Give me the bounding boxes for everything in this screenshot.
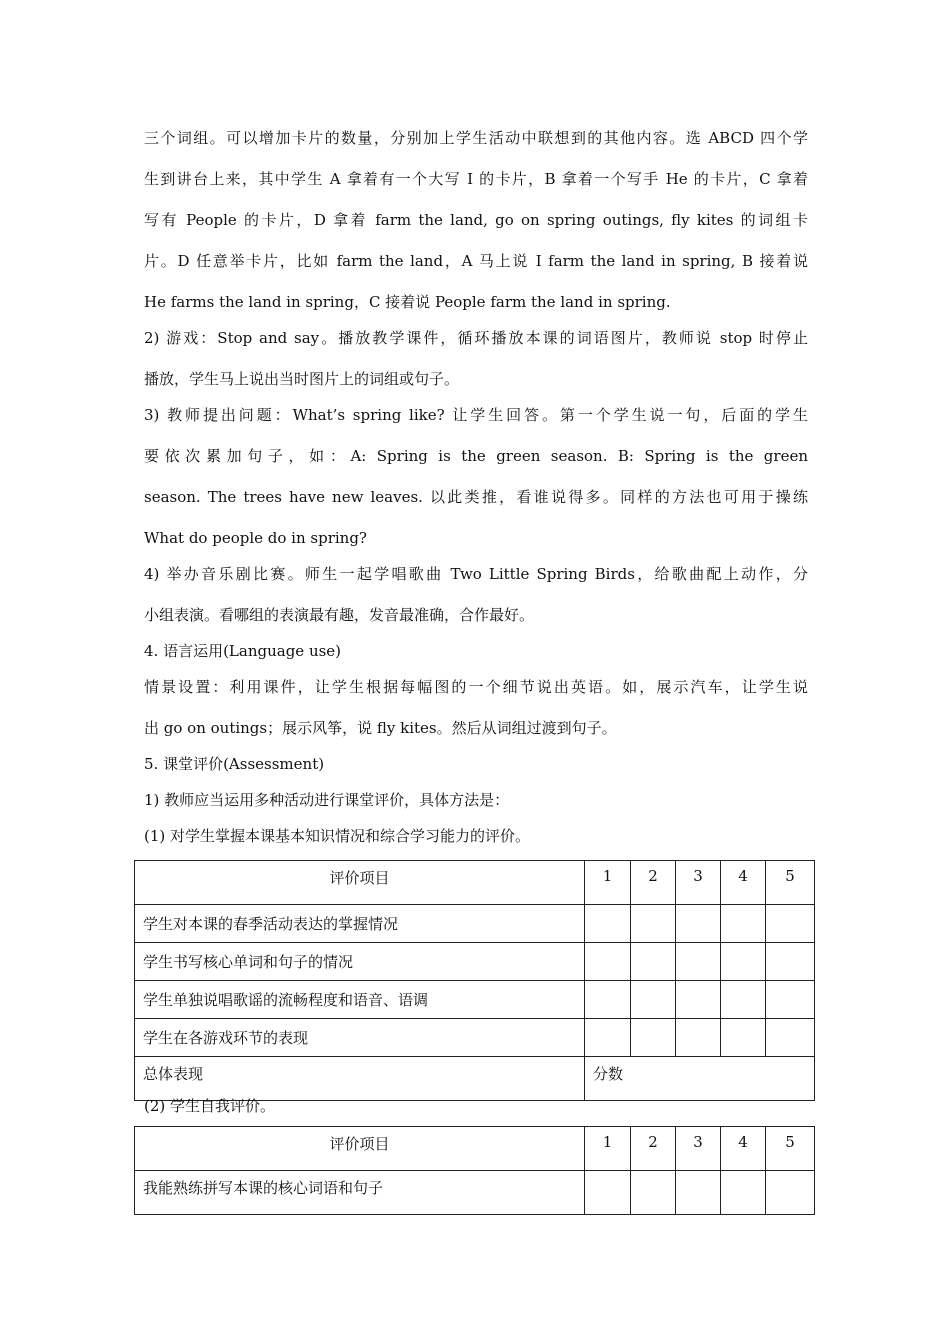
paragraph-line: What do people do in spring? [144, 529, 367, 547]
paragraph-line: 1) 教师应当运用多种活动进行课堂评价，具体方法是： [144, 791, 510, 809]
paragraph-line: (1) 对学生掌握本课基本知识情况和综合学习能力的评价。 [144, 827, 531, 845]
score-cell[interactable] [721, 1019, 766, 1057]
score-cell[interactable] [721, 981, 766, 1019]
header-cell: 评价项目 [135, 861, 585, 905]
score-cell[interactable] [766, 905, 815, 943]
paragraph-line: 片。D 任意举卡片，比如 farm the land，A 马上说 I farm the land in spring, B 接着说 [144, 252, 808, 270]
table-row [135, 1171, 815, 1215]
paragraph-line: 4) 举办音乐剧比赛。师生一起学唱歌曲 Two Little Spring Birds，给歌曲配上动作，分 [144, 565, 808, 583]
table-header-row [135, 1127, 815, 1171]
score-cell[interactable] [676, 981, 721, 1019]
header-cell: 评价项目 [135, 1127, 585, 1171]
score-cell[interactable] [585, 1019, 631, 1057]
score-cell[interactable] [721, 1171, 766, 1215]
paragraph-line: 小组表演。看哪组的表演最有趣，发音最准确，合作最好。 [144, 606, 535, 624]
item-cell: 学生在各游戏环节的表现 [135, 1019, 585, 1057]
score-header-cell: 3 [676, 861, 721, 905]
score-cell[interactable] [766, 943, 815, 981]
score-header-cell: 1 [585, 1127, 631, 1171]
paragraph-line: 情景设置：利用课件，让学生根据每幅图的一个细节说出英语。如，展示汽车，让学生说 [144, 678, 808, 696]
self-assessment-table [134, 1126, 815, 1215]
section-heading: 5. 课堂评价(Assessment) [144, 755, 325, 773]
score-cell[interactable] [766, 1171, 815, 1215]
score-cell[interactable] [721, 905, 766, 943]
table-row [135, 1019, 815, 1057]
item-cell: 学生书写核心单词和句子的情况 [135, 943, 585, 981]
score-cell[interactable] [676, 1171, 721, 1215]
score-header-cell: 4 [721, 1127, 766, 1171]
score-header-cell: 1 [585, 861, 631, 905]
score-total-cell[interactable]: 分数 [585, 1057, 815, 1101]
score-cell[interactable] [766, 981, 815, 1019]
paragraph-line: 3) 教师提出问题：What’s spring like? 让学生回答。第一个学生说一句，后面的学生 [144, 406, 808, 424]
score-cell[interactable] [631, 905, 676, 943]
section-heading: (2) 学生自我评价。 [144, 1097, 276, 1115]
score-header-cell: 2 [631, 1127, 676, 1171]
total-row [135, 1057, 815, 1101]
score-header-cell: 4 [721, 861, 766, 905]
score-header-cell: 5 [766, 861, 815, 905]
paragraph-line: 生到讲台上来，其中学生 A 拿着有一个大写 I 的卡片，B 拿着一个写手 He 的卡片，C 拿着 [144, 170, 808, 188]
score-cell[interactable] [631, 1171, 676, 1215]
score-cell[interactable] [631, 981, 676, 1019]
teacher-assessment-table [134, 860, 815, 1101]
paragraph-line: season. The trees have new leaves. 以此类推，看谁说得多。同样的方法也可用于操练 [144, 488, 808, 506]
table-row [135, 905, 815, 943]
score-cell[interactable] [585, 1171, 631, 1215]
score-header-cell: 3 [676, 1127, 721, 1171]
score-cell[interactable] [766, 1019, 815, 1057]
total-label-cell: 总体表现 [135, 1057, 585, 1101]
score-cell[interactable] [631, 943, 676, 981]
score-cell[interactable] [585, 943, 631, 981]
paragraph-line: 要依次累加句子，如：A: Spring is the green season. B: Spring is the green [144, 447, 808, 465]
table-row [135, 943, 815, 981]
paragraph-line: 出 go on outings；展示风筝，说 fly kites。然后从词组过渡到句子。 [144, 719, 617, 737]
score-header-cell: 2 [631, 861, 676, 905]
item-cell: 学生单独说唱歌谣的流畅程度和语音、语调 [135, 981, 585, 1019]
score-cell[interactable] [676, 943, 721, 981]
score-cell[interactable] [585, 905, 631, 943]
score-cell[interactable] [631, 1019, 676, 1057]
score-cell[interactable] [676, 905, 721, 943]
paragraph-line: 2) 游戏：Stop and say。播放教学课件，循环播放本课的词语图片，教师说 stop 时停止 [144, 329, 808, 347]
item-cell: 学生对本课的春季活动表达的掌握情况 [135, 905, 585, 943]
paragraph-line: 写有 People 的卡片，D 拿着 farm the land, go on spring outings, fly kites 的词组卡 [144, 211, 808, 229]
paragraph-line: 播放，学生马上说出当时图片上的词组或句子。 [144, 370, 460, 388]
paragraph-line: 三个词组。可以增加卡片的数量，分别加上学生活动中联想到的其他内容。选 ABCD 四个学 [144, 129, 808, 147]
section-heading: 4. 语言运用(Language use) [144, 642, 342, 660]
score-cell[interactable] [721, 943, 766, 981]
score-cell[interactable] [585, 981, 631, 1019]
score-header-cell: 5 [766, 1127, 815, 1171]
paragraph-line: He farms the land in spring，C 接着说 People farm the land in spring. [144, 293, 671, 311]
table-header-row [135, 861, 815, 905]
score-cell[interactable] [676, 1019, 721, 1057]
table-row [135, 981, 815, 1019]
item-cell: 我能熟练拼写本课的核心词语和句子 [135, 1171, 585, 1215]
